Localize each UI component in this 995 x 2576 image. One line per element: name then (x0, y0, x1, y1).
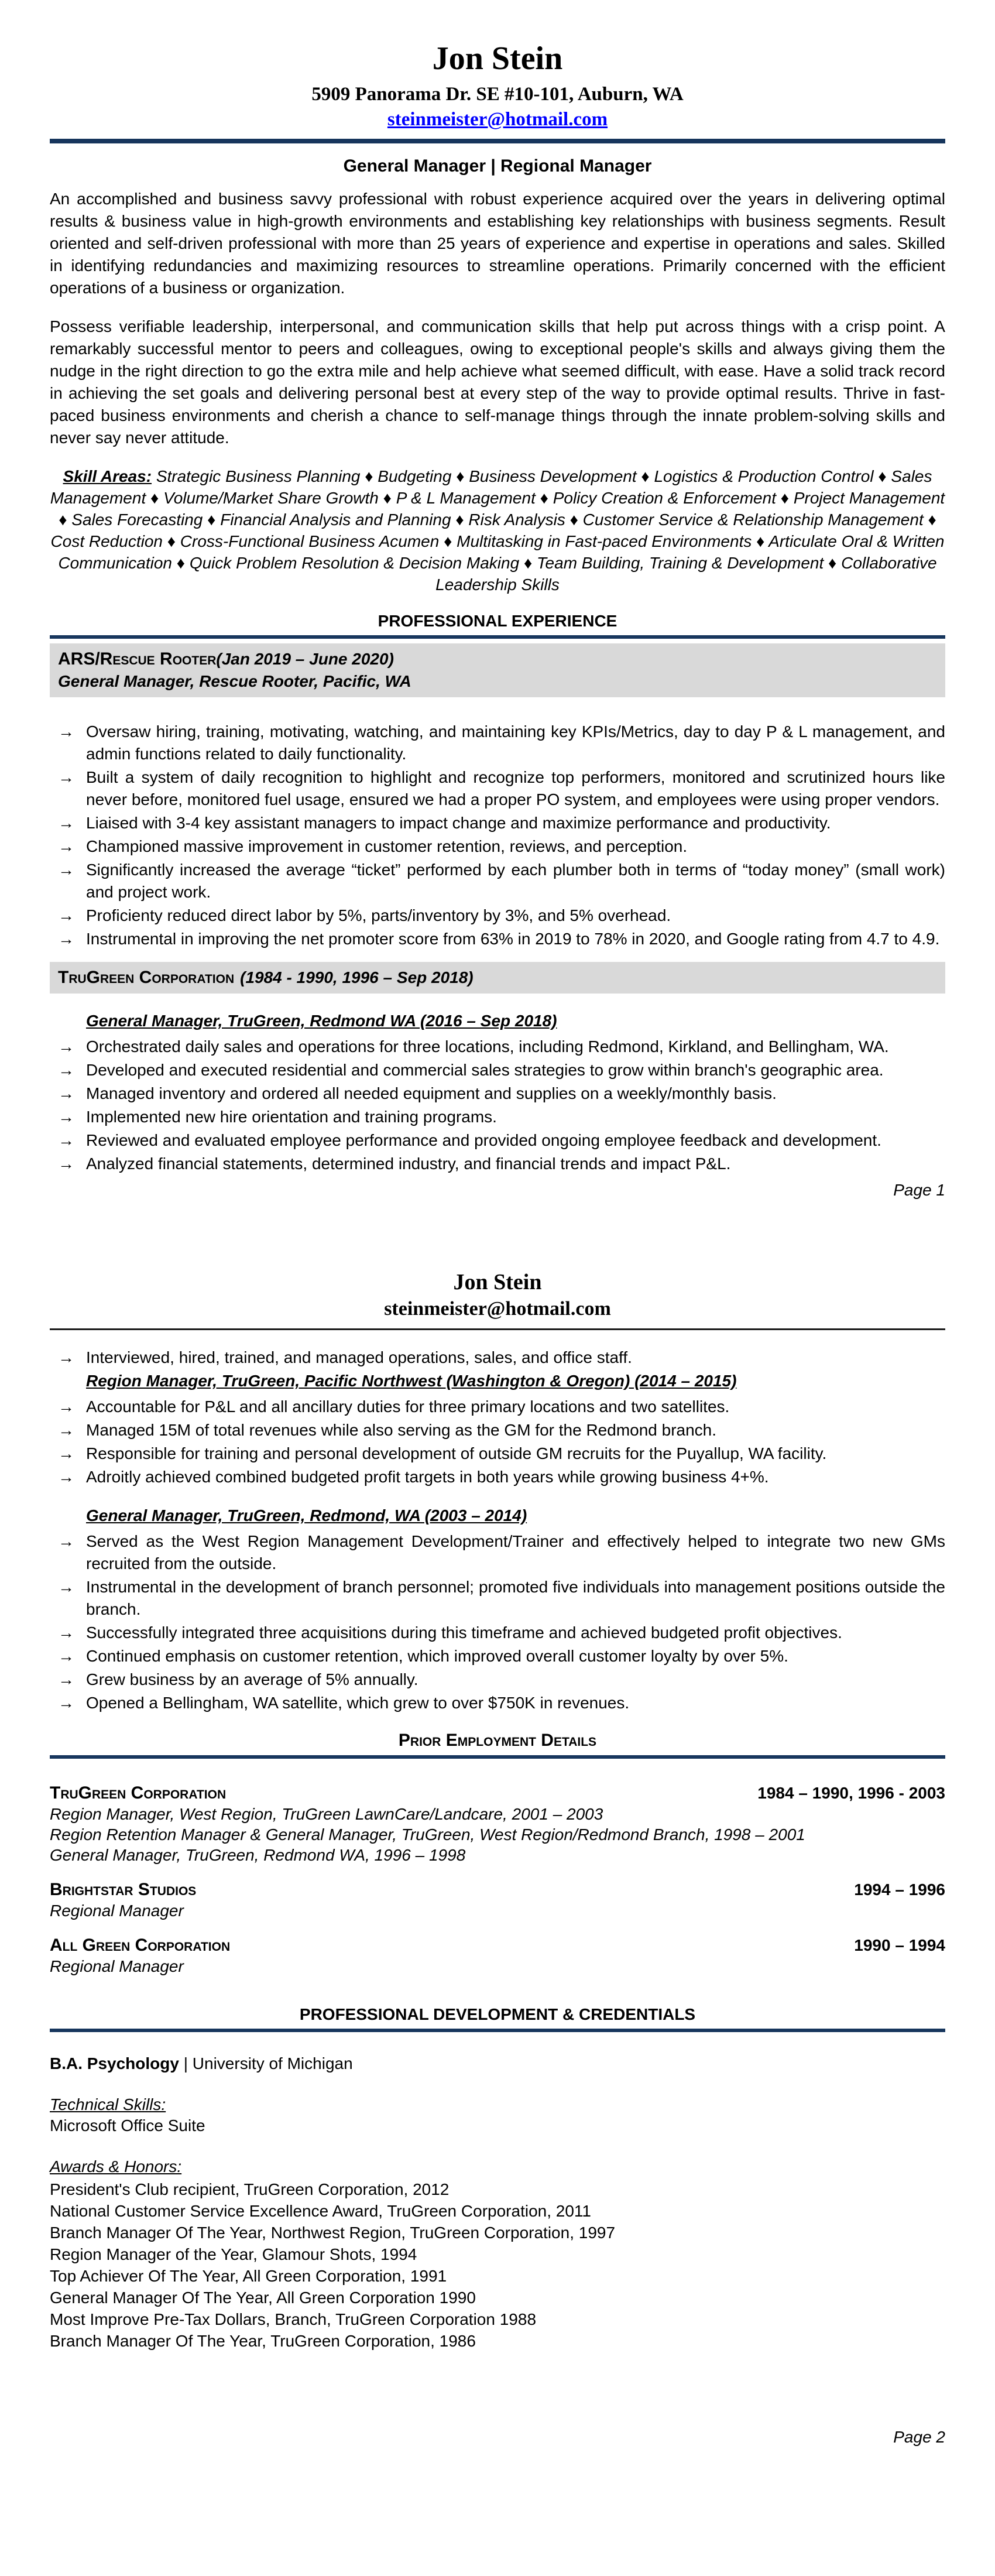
bullet-text: Reviewed and evaluated employee performance and provided ongoing employee feedback and development. (86, 1131, 881, 1149)
arrow-bullet-icon: → (58, 1131, 74, 1149)
school: University of Michigan (192, 2054, 353, 2073)
bullet-item (50, 1419, 945, 1441)
arrow-bullet-icon: → (58, 1397, 74, 1416)
bullet-text: Responsible for training and personal development of outside GM recruits for the Puyallup, WA facility. (86, 1444, 827, 1462)
bullet-text: Built a system of daily recognition to highlight and recognize top performers, monitored and scrutinized hours like never before, monitored fuel usage, ensured we had a proper PO system, and employees were using proper vendors. (86, 768, 945, 809)
bullet-item (50, 1466, 945, 1488)
bullet-text: Opened a Bellingham, WA satellite, which grew to over $750K in revenues. (86, 1694, 630, 1712)
arrow-bullet-icon: → (58, 1468, 74, 1486)
skill-areas (50, 465, 945, 595)
bullet-text: Proficienty reduced direct labor by 5%, parts/inventory by 3%, and 5% overhead. (86, 906, 671, 924)
arrow-bullet-icon: → (58, 1084, 74, 1102)
bullet-text: Managed inventory and ordered all needed equipment and supplies on a weekly/monthly basis. (86, 1084, 777, 1102)
arrow-bullet-icon: → (58, 906, 74, 924)
resume-title: General Manager | Regional Manager (343, 156, 652, 176)
company-name-trugreen: TruGreen Corporation (58, 968, 235, 987)
skill-areas-text: Strategic Business Planning ♦ Budgeting ♦ Business Development ♦ Logistics & Production Control ♦ Sales Management ♦ Volume/Market Share Growth ♦ P & L Management ♦ Policy Creation & Enforcement ♦ Project Management ♦ Sales Forecasting ♦ Financial Analysis and Planning ♦ Risk Analysis ♦ Customer Service & Relationship Management ♦ Cost Reduction ♦ Cross-Functional Business Acumen ♦ Multitasking in Fast-paced Environments ♦ Articulate Oral & Written Communication ♦ Quick Problem Resolution & Decision Making ♦ Team Building, Training & Development ♦ Collaborative Leadership Skills (50, 467, 945, 594)
bullet-list-ars (50, 721, 945, 950)
bullet-text: Accountable for P&L and all ancillary duties for three primary locations and two satellites. (86, 1397, 730, 1416)
company-dates-trugreen: (1984 - 1990, 1996 – Sep 2018) (240, 968, 474, 986)
bullet-item (50, 859, 945, 903)
company-block-ars (50, 643, 945, 697)
arrow-bullet-icon: → (58, 814, 74, 832)
bullet-text: Orchestrated daily sales and operations for three locations, including Redmond, Kirkland, and Bellingham, WA. (86, 1037, 889, 1056)
arrow-bullet-icon: → (58, 1532, 74, 1550)
prior-company: Brightstar Studios (50, 1880, 197, 1899)
bullet-text: Managed 15M of total revenues while also serving as the GM for the Redmond branch. (86, 1421, 717, 1439)
prior-role: Regional Manager (50, 1902, 184, 1920)
bullet-text: Adroitly achieved combined budgeted profit targets in both years while growing business 4+%. (86, 1468, 769, 1486)
award-item: National Customer Service Excellence Award, TruGreen Corporation, 2011 (50, 2202, 591, 2220)
section-rule-experience (50, 635, 945, 639)
bullet-item (50, 721, 945, 765)
bullet-item (50, 835, 945, 858)
bullet-item (50, 1153, 945, 1175)
bullet-list-job3 (50, 1530, 945, 1714)
award-item: Most Improve Pre-Tax Dollars, Branch, TruGreen Corporation 1988 (50, 2310, 537, 2328)
bullet-text: Continued emphasis on customer retention, which improved overall customer loyalty by over 5%. (86, 1647, 788, 1665)
technical-skills-value: Microsoft Office Suite (50, 2116, 205, 2135)
bullet-item (50, 766, 945, 811)
arrow-bullet-icon: → (58, 861, 74, 879)
job-heading-gm-2003: General Manager, TruGreen, Redmond, WA (2003 – 2014) (86, 1506, 527, 1525)
bullet-text: Instrumental in improving the net promoter score from 63% in 2019 to 78% in 2020, and Google rating from 4.7 to 4.9. (86, 930, 940, 948)
bullet-item (50, 1396, 945, 1418)
page2-footer: Page 2 (893, 2428, 945, 2446)
arrow-bullet-icon: → (58, 1061, 74, 1079)
bullet-item (50, 812, 945, 834)
header-email-row (50, 109, 945, 131)
bullet-item (50, 1106, 945, 1128)
prior-role: Region Manager, West Region, TruGreen LawnCare/Landcare, 2001 – 2003 (50, 1805, 603, 1823)
arrow-bullet-icon: → (58, 1623, 74, 1642)
arrow-bullet-icon: → (58, 1421, 74, 1439)
bullet-list-job1 (50, 1036, 945, 1175)
arrow-bullet-icon: → (58, 722, 74, 741)
summary-paragraph-2: Possess verifiable leadership, interpersonal, and communication skills that help put across things with a crisp point. A remarkably successful mentor to peers and colleagues, owing to exceptional people's skills and always giving them the nudge in the right direction to go the extra mile and help achieve what seemed difficult, with ease. Have a solid track record in achieving the set goals and delivering personal best at every step of the way to provide optimal results. Thrive in fast-paced business environments and cherish a chance to self-manage things through the innate problem-solving skills and never say never attitude. (50, 317, 945, 447)
arrow-bullet-icon: → (58, 1348, 74, 1366)
prior-role: Region Retention Manager & General Manager, TruGreen, West Region/Redmond Branch, 1998 – 2001 (50, 1825, 805, 1844)
section-rule-prior-employment (50, 1755, 945, 1759)
section-heading-credentials: PROFESSIONAL DEVELOPMENT & CREDENTIALS (299, 2005, 696, 2023)
company-dates-ars: (Jan 2019 – June 2020) (216, 650, 394, 668)
bullet-item (50, 928, 945, 950)
degree-line (50, 2054, 945, 2073)
bullet-item (50, 1622, 945, 1644)
award-item: Branch Manager Of The Year, Northwest Region, TruGreen Corporation, 1997 (50, 2224, 616, 2242)
bullet-text: Developed and executed residential and commercial sales strategies to grow within branch's geographic area. (86, 1061, 884, 1079)
bullet-item (50, 1669, 945, 1691)
prior-role: General Manager, TruGreen, Redmond WA, 1996 – 1998 (50, 1846, 466, 1864)
arrow-bullet-icon: → (58, 837, 74, 855)
awards-list (50, 2178, 945, 2352)
arrow-bullet-icon: → (58, 1578, 74, 1596)
prior-dates: 1984 – 1990, 1996 - 2003 (757, 1784, 945, 1802)
bullet-item (50, 1443, 945, 1465)
company-block-trugreen (50, 962, 945, 994)
bullet-item (50, 1129, 945, 1152)
arrow-bullet-icon: → (58, 768, 74, 786)
degree-divider: | (183, 2054, 188, 2073)
prior-company: All Green Corporation (50, 1936, 231, 1955)
bullet-text: Successfully integrated three acquisitions during this timeframe and achieved budgeted profit objectives. (86, 1623, 842, 1642)
header-rule (50, 139, 945, 143)
arrow-bullet-icon: → (58, 1108, 74, 1126)
bullet-item (50, 1645, 945, 1667)
bullet-item (50, 1036, 945, 1058)
section-heading-professional-experience: PROFESSIONAL EXPERIENCE (378, 612, 617, 630)
company-role-ars: General Manager, Rescue Rooter, Pacific, WA (58, 672, 411, 690)
section-heading-prior-employment: Prior Employment Details (398, 1731, 597, 1750)
award-item: Top Achiever Of The Year, All Green Corporation, 1991 (50, 2267, 447, 2285)
page2-header-email: steinmeister@hotmail.com (384, 1298, 611, 1320)
summary-paragraph-1: An accomplished and business savvy professional with robust experience acquired over the years in delivering optimal results & business value in high-growth environments and establishing key relationships with business segments. Result oriented and self-driven professional with more than 25 years of experience and expertise in operations and sales. Skilled in identifying redundancies and maximizing resources to streamline operations. Primarily concerned with the efficient operations of a business or organization. (50, 190, 945, 297)
bullet-item (50, 905, 945, 927)
company-line-ars (58, 648, 937, 670)
bullet-item (50, 1083, 945, 1105)
bullet-text: Served as the West Region Management Development/Trainer and effectively helped to integrate two new GMs recruited from the outside. (86, 1532, 945, 1573)
header-name: Jon Stein (432, 40, 563, 77)
bullet-text: Liaised with 3-4 key assistant managers to impact change and maximize performance and productivity. (86, 814, 831, 832)
header-address: 5909 Panorama Dr. SE #10-101, Auburn, WA (311, 84, 684, 105)
company-name-ars: ARS/Rescue Rooter (58, 649, 217, 669)
bullet-item (50, 1576, 945, 1621)
page2-header-name: Jon Stein (453, 1270, 542, 1294)
job-heading-gm-2016: General Manager, TruGreen, Redmond WA (2016 – Sep 2018) (86, 1012, 557, 1030)
prior-dates: 1990 – 1994 (854, 1936, 945, 1954)
award-item: General Manager Of The Year, All Green Corporation 1990 (50, 2289, 476, 2307)
technical-skills-label: Technical Skills: (50, 2095, 166, 2113)
award-item: President's Club recipient, TruGreen Corporation, 2012 (50, 2180, 450, 2198)
bullet-item (50, 1347, 945, 1369)
bullet-list-job2 (50, 1396, 945, 1488)
prior-role: Regional Manager (50, 1957, 184, 1975)
bullet-text: Grew business by an average of 5% annually. (86, 1670, 418, 1688)
bullet-text: Oversaw hiring, training, motivating, watching, and maintaining key KPIs/Metrics, day to day P & L management, and admin functions related to daily functionality. (86, 722, 945, 763)
page1-footer: Page 1 (893, 1181, 945, 1199)
bullet-item (50, 1692, 945, 1714)
award-item: Region Manager of the Year, Glamour Shots, 1994 (50, 2245, 417, 2263)
bullet-item (50, 1059, 945, 1081)
prior-entry-allgreen (50, 1936, 945, 1955)
header-email-link[interactable]: steinmeister@hotmail.com (387, 109, 608, 130)
bullet-text: Analyzed financial statements, determined industry, and financial trends and impact P&L. (86, 1155, 731, 1173)
bullet-text: Interviewed, hired, trained, and managed operations, sales, and office staff. (86, 1348, 632, 1366)
arrow-bullet-icon: → (58, 1694, 74, 1712)
bullet-list-job1-continued (50, 1347, 945, 1369)
bullet-item (50, 1530, 945, 1575)
prior-company: TruGreen Corporation (50, 1783, 227, 1803)
arrow-bullet-icon: → (58, 1155, 74, 1173)
skill-areas-label: Skill Areas: (63, 467, 152, 485)
bullet-text: Significantly increased the average “ticket” performed by each plumber both in terms of “today money” (small work) and project work. (86, 861, 945, 901)
prior-entry-brightstar (50, 1880, 945, 1900)
arrow-bullet-icon: → (58, 1647, 74, 1665)
prior-entry-trugreen (50, 1783, 945, 1803)
arrow-bullet-icon: → (58, 1670, 74, 1688)
bullet-text: Championed massive improvement in customer retention, reviews, and perception. (86, 837, 688, 855)
award-item: Branch Manager Of The Year, TruGreen Corporation, 1986 (50, 2332, 476, 2350)
awards-label: Awards & Honors: (50, 2157, 182, 2176)
arrow-bullet-icon: → (58, 930, 74, 948)
bullet-text: Instrumental in the development of branch personnel; promoted five individuals into management positions outside the branch. (86, 1578, 945, 1618)
job-heading-region-manager-2014: Region Manager, TruGreen, Pacific Northwest (Washington & Oregon) (2014 – 2015) (86, 1372, 737, 1390)
bullet-text: Implemented new hire orientation and training programs. (86, 1108, 497, 1126)
section-rule-credentials (50, 2029, 945, 2032)
degree: B.A. Psychology (50, 2054, 179, 2073)
page2-header-rule (50, 1328, 945, 1330)
prior-dates: 1994 – 1996 (854, 1880, 945, 1899)
arrow-bullet-icon: → (58, 1444, 74, 1462)
arrow-bullet-icon: → (58, 1037, 74, 1056)
